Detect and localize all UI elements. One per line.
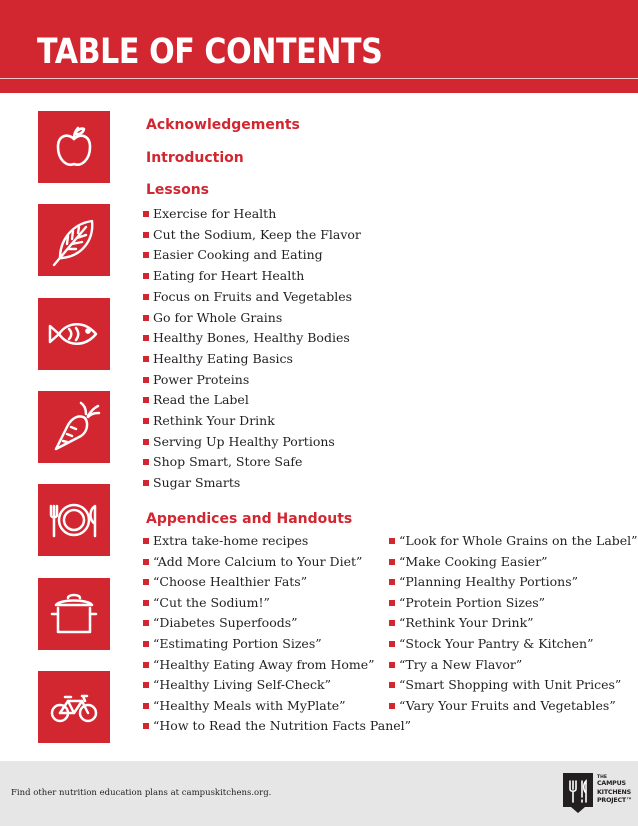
bullet-icon: [143, 723, 149, 729]
list-item-label: Easier Cooking and Eating: [153, 247, 323, 263]
footer: [0, 761, 638, 826]
list-item-label: “Vary Your Fruits and Vegetables”: [399, 697, 616, 713]
list-item-label: Healthy Bones, Healthy Bodies: [153, 330, 350, 346]
bullet-icon: [389, 579, 395, 585]
carrot-icon: [38, 391, 110, 463]
bullet-icon: [389, 662, 395, 668]
bullet-icon: [389, 600, 395, 606]
bullet-icon: [389, 682, 395, 688]
heading-acknowledgements[interactable]: Acknowledgements: [146, 117, 300, 133]
bullet-icon: [143, 662, 149, 668]
heading-lessons[interactable]: Lessons: [146, 182, 209, 198]
bullet-icon: [143, 538, 149, 544]
bullet-icon: [389, 641, 395, 647]
bullet-icon: [143, 620, 149, 626]
list-item-label: Serving Up Healthy Portions: [153, 433, 335, 449]
list-item-label: “Stock Your Pantry & Kitchen”: [399, 636, 594, 651]
list-item-label: “Try a New Flavor”: [399, 656, 523, 672]
heading-introduction[interactable]: Introduction: [146, 150, 244, 166]
bullet-icon: [143, 459, 149, 465]
bullet-icon: [143, 397, 149, 403]
bullet-icon: [143, 579, 149, 585]
bullet-icon: [143, 252, 149, 258]
bullet-icon: [389, 538, 395, 544]
list-item-label: “Choose Healthier Fats”: [153, 574, 308, 590]
list-item-label: “Healthy Living Self-Check”: [153, 677, 331, 693]
bullet-icon: [389, 620, 395, 626]
cooking-pot-icon: [38, 578, 110, 650]
bullet-icon: [143, 418, 149, 424]
apple-icon: [38, 111, 110, 183]
bullet-icon: [143, 480, 149, 486]
list-item-label: Sugar Smarts: [153, 475, 241, 491]
bullet-icon: [389, 559, 395, 565]
list-item-label: Eating for Heart Health: [153, 268, 305, 284]
list-item-label: “Make Cooking Easier”: [399, 553, 548, 569]
bullet-icon: [143, 211, 149, 217]
list-item-label: Extra take-home recipes: [153, 533, 309, 548]
bullet-icon: [143, 559, 149, 565]
list-item-label: “Look for Whole Grains on the Label”: [399, 533, 638, 548]
list-item-label: Read the Label: [153, 392, 249, 408]
leaf-icon: [38, 204, 110, 276]
list-item-label: Shop Smart, Store Safe: [153, 454, 303, 470]
list-item-label: Cut the Sodium, Keep the Flavor: [153, 226, 361, 242]
logo-wordmark: THE CAMPUS KITCHENS PROJECT™: [597, 775, 633, 804]
bullet-icon: [143, 377, 149, 383]
campus-kitchens-logo: [561, 771, 633, 819]
header-banner: [0, 0, 638, 93]
list-item-label: Focus on Fruits and Vegetables: [153, 288, 353, 304]
list-item-label: “Planning Healthy Portions”: [399, 574, 579, 590]
list-item-label: “Healthy Meals with MyPlate”: [153, 697, 346, 713]
list-item-label: Healthy Eating Basics: [153, 350, 293, 366]
bullet-icon: [143, 356, 149, 362]
bullet-icon: [143, 335, 149, 341]
bullet-icon: [143, 294, 149, 300]
bullet-icon: [143, 232, 149, 238]
page-title: TABLE OF CONTENTS: [37, 32, 383, 72]
bullet-icon: [143, 641, 149, 647]
list-item-label: “Healthy Eating Away from Home”: [153, 656, 375, 672]
bullet-icon: [143, 439, 149, 445]
list-item-label: “Smart Shopping with Unit Prices”: [399, 677, 622, 693]
plate-utensils-icon: [38, 484, 110, 556]
bullet-icon: [143, 273, 149, 279]
bullet-icon: [389, 703, 395, 709]
list-item-label: “Add More Calcium to Your Diet”: [153, 553, 363, 569]
list-item-label: “How to Read the Nutrition Facts Panel”: [153, 718, 412, 734]
header-divider: [0, 78, 638, 79]
bullet-icon: [143, 600, 149, 606]
list-item-label: “Estimating Portion Sizes”: [153, 636, 322, 651]
bullet-icon: [143, 682, 149, 688]
bicycle-icon: [38, 671, 110, 743]
list-item-label: Rethink Your Drink: [153, 413, 275, 428]
fish-icon: [38, 298, 110, 370]
list-item-label: “Diabetes Superfoods”: [153, 615, 298, 631]
footer-note: Find other nutrition education plans at campuskitchens.org.: [11, 788, 272, 798]
list-item-label: Exercise for Health: [153, 206, 277, 221]
bullet-icon: [143, 703, 149, 709]
logo-mark-icon: [561, 771, 595, 815]
list-item-label: “Cut the Sodium!”: [153, 594, 270, 610]
list-item-label: Go for Whole Grains: [153, 309, 283, 325]
list-item-label: Power Proteins: [153, 371, 250, 387]
bullet-icon: [143, 315, 149, 321]
list-item-label: “Rethink Your Drink”: [399, 615, 534, 631]
list-item-label: “Protein Portion Sizes”: [399, 594, 546, 610]
heading-appendices[interactable]: Appendices and Handouts: [146, 511, 353, 527]
